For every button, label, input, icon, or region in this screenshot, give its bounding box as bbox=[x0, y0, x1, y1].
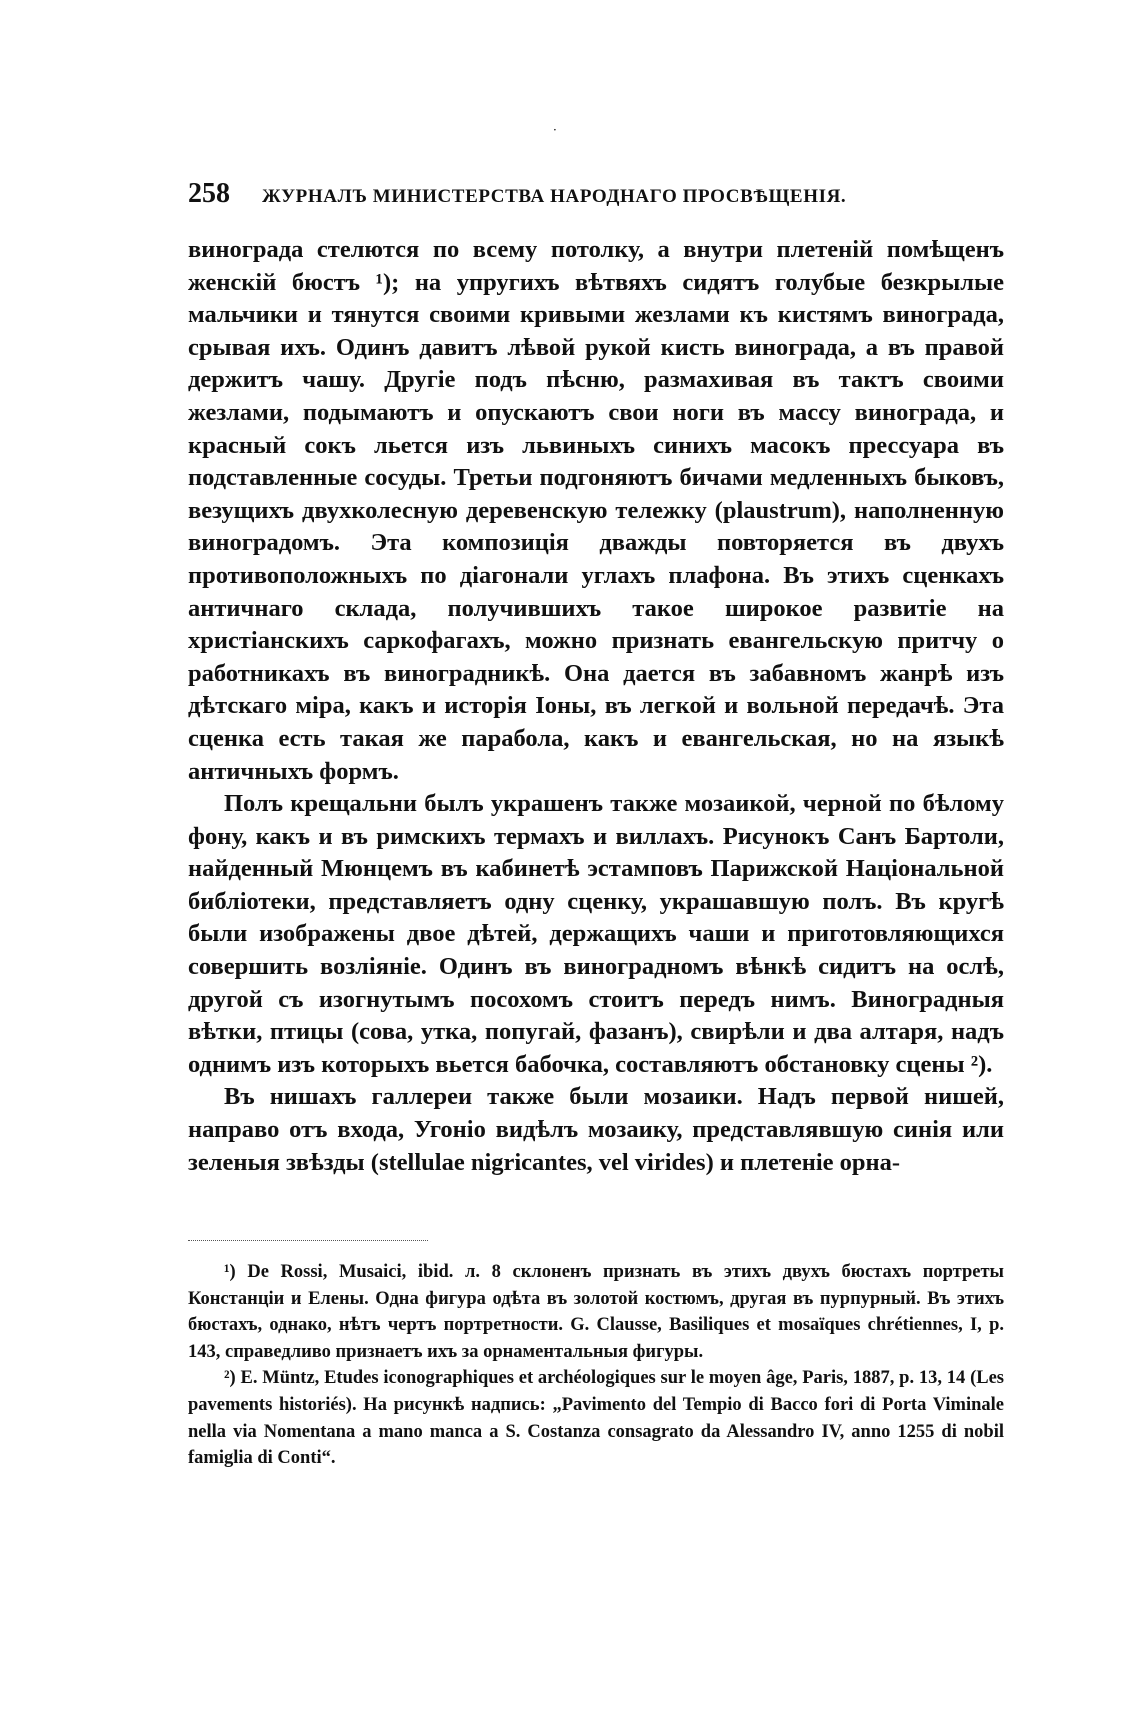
paragraph-1: винограда стелются по всему потолку, а внутри плетеній помѣщенъ женскій бюстъ ¹); на упругихъ вѣтвяхъ сидятъ голубые безкрылые мальчики и тянутся своими кривыми жезлами къ кистямъ винограда, срывая ихъ. Одинъ давитъ лѣвой рукой кисть винограда, а въ правой держитъ чашу. Другіе подъ пѣсню, размахивая въ тактъ своими жезлами, подымаютъ и опускаютъ свои ноги въ массу винограда, и красный сокъ льется изъ львиныхъ синихъ масокъ прессуара въ подставленные сосуды. Третьи подгоняютъ бичами медленныхъ быковъ, везущихъ двухколесную деревенскую тележку (plaustrum), наполненную виноградомъ. Эта композиція дважды повторяется въ двухъ противоположныхъ по діагонали углахъ плафона. Въ этихъ сценкахъ античнаго склада, получившихъ такое широкое развитіе на христіанскихъ саркофагахъ, можно признать евангельскую притчу о работникахъ въ виноградникѣ. Она дается въ забавномъ жанрѣ изъ дѣтскаго міра, какъ и исторія Іоны, въ легкой и вольной передачѣ. Эта сценка есть такая же парабола, какъ и евангельская, но на языкѣ античныхъ формъ. bbox=[188, 236, 1004, 785]
footnote-divider bbox=[188, 1240, 428, 1241]
page-number: 258 bbox=[188, 178, 230, 209]
paragraph-2: Полъ крещальни былъ украшенъ также мозаикой, черной по бѣлому фону, какъ и въ римскихъ термахъ и виллахъ. Рисунокъ Санъ Бартоли, найденный Мюнцемъ въ кабинетѣ эстамповъ Парижской Національной библіотеки, представляетъ одну сценку, украшавшую полъ. Въ кругѣ были изображены двое дѣтей, держащихъ чаши и приготовляющихся совершить возліяніе. Одинъ въ виноградномъ вѣнкѣ сидитъ на ослѣ, другой съ изогнутымъ посохомъ стоитъ передъ нимъ. Виноградныя вѣтки, птицы (сова, утка, попугай, фазанъ), свирѣли и два алтаря, надъ однимъ изъ которыхъ вьется бабочка, составляютъ обстановку сцены ²). bbox=[188, 790, 1004, 1078]
journal-title: ЖУРНАЛЪ МИНИСТЕРСТВА НАРОДНАГО ПРОСВѢЩЕНІЯ. bbox=[262, 186, 847, 207]
paragraph-3: Въ нишахъ галлереи также были мозаики. Надъ первой нишей, направо отъ входа, Угоніо видѣлъ мозаику, представлявшую синія или зеленыя звѣзды (stellulae nigricantes, vel virides) и плетеніе орна- bbox=[188, 1083, 1004, 1176]
footnotes bbox=[188, 1259, 1004, 1472]
footnote-2: ²) E. Müntz, Etudes iconographiques et archéologiques sur le moyen âge, Paris, 1887, p. 13, 14 (Les pavements historiés). На рисункѣ надпись: „Pavimento del Tempio di Bacco fori di Porta Viminale nella via Nomentana a mano manca a S. Costanza consagrato da Alessandro IV, anno 1255 di nobil famiglia di Conti“. bbox=[188, 1368, 1004, 1469]
running-head bbox=[188, 178, 1008, 210]
main-text bbox=[188, 234, 1004, 1179]
footnote-1: ¹) De Rossi, Musaici, ibid. л. 8 склоненъ признать въ этихъ двухъ бюстахъ портреты Констанціи и Елены. Одна фигура одѣта въ золотой костюмъ, другая въ пурпурный. Въ этихъ бюстахъ, однако, нѣтъ чертъ портретности. G. Clausse, Basiliques et mosaïques chrétiennes, I, p. 143, справедливо признаетъ ихъ за орнаментальныя фигуры. bbox=[188, 1262, 1004, 1362]
scan-speck: · bbox=[553, 123, 557, 137]
